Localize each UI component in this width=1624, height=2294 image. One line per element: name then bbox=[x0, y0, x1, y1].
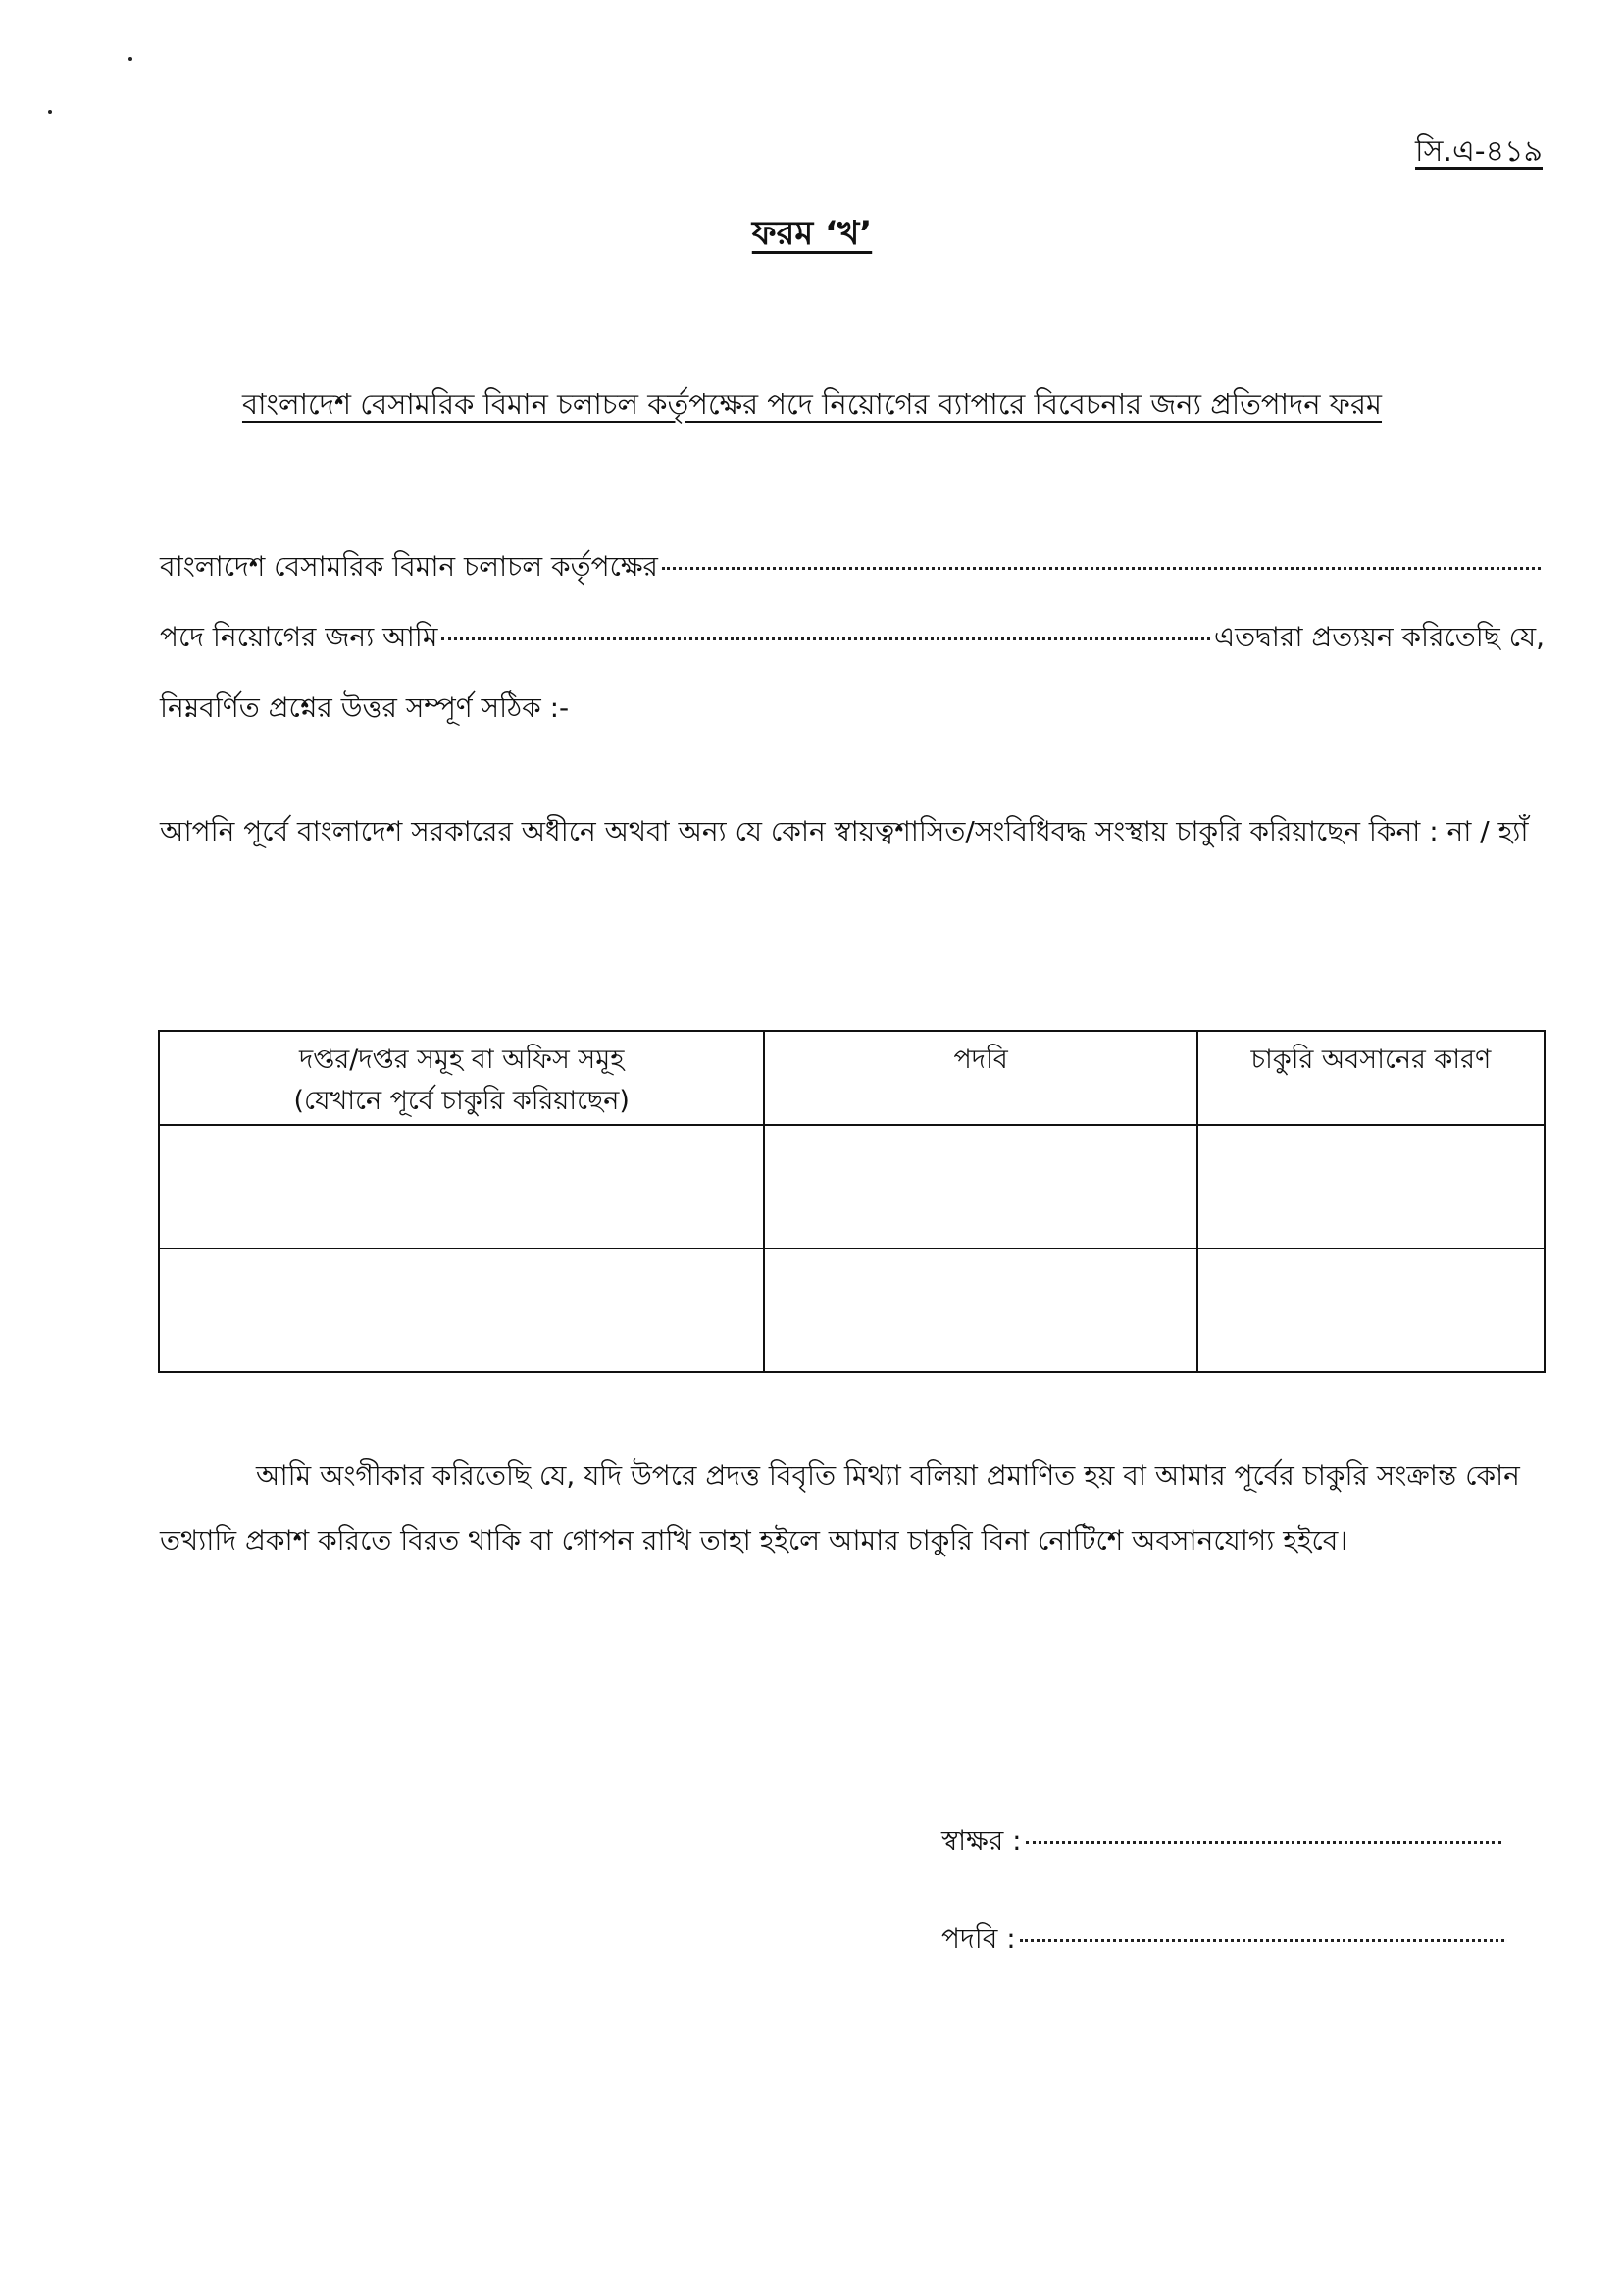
form-title bbox=[0, 208, 1624, 264]
table-header-row bbox=[159, 1031, 1545, 1125]
header-termination-reason bbox=[1197, 1031, 1545, 1125]
declaration-paragraph: আমি অংগীকার করিতেছি যে, যদি উপরে প্রদত্ত বিবৃতি মিথ্যা বলিয়া প্রমাণিত হয় বা আমার পূর্বের চাকুরি সংক্রান্ত কোন তথ্যাদি প্রকাশ করিতে বিরত থাকি বা গোপন রাখি তাহা হইলে আমার চাকুরি বিনা নোটিশে অবসানযোগ্য হইবে। bbox=[160, 1459, 1520, 1556]
intro-line-3-text: নিম্নবর্ণিত প্রশ্নের উত্তর সম্পূর্ণ সঠিক :- bbox=[160, 691, 570, 724]
office-cell[interactable] bbox=[159, 1249, 764, 1372]
designation-blank[interactable] bbox=[1020, 1939, 1504, 1942]
table-row bbox=[159, 1249, 1545, 1372]
designation-cell[interactable] bbox=[764, 1249, 1196, 1372]
termination-reason-cell[interactable] bbox=[1197, 1249, 1545, 1372]
form-code: সি.এ-৪১৯ bbox=[1415, 134, 1543, 169]
intro-line-3 bbox=[160, 687, 1545, 733]
applicant-name-blank[interactable] bbox=[441, 637, 1209, 640]
employment-question: আপনি পূর্বে বাংলাদেশ সরকারের অধীনে অথবা অন্য যে কোন স্বায়ত্বশাসিত/সংবিধিবদ্ধ সংস্থায় চাকুরি করিয়াছেন কিনা : না / হ্যাঁ bbox=[160, 815, 1529, 847]
table-row bbox=[159, 1125, 1545, 1249]
designation-cell[interactable] bbox=[764, 1125, 1196, 1249]
intro-line-1-text: বাংলাদেশ বেসামরিক বিমান চলাচল কর্তৃপক্ষের bbox=[160, 550, 658, 583]
intro-line-2-end: এতদ্বারা প্রত্যয়ন করিতেছি যে, bbox=[1213, 621, 1545, 653]
header-office-line1: দপ্তর/দপ্তর সমূহ বা অফিস সমূহ bbox=[299, 1045, 625, 1075]
signature-line bbox=[941, 1819, 1505, 1865]
designation-label: পদবি : bbox=[941, 1922, 1016, 1955]
header-office bbox=[159, 1031, 764, 1125]
form-title-text: ফরম ‘খ’ bbox=[751, 214, 873, 253]
header-termination-reason-text: চাকুরি অবসানের কারণ bbox=[1250, 1045, 1492, 1075]
scan-speck bbox=[128, 57, 132, 61]
scan-speck bbox=[48, 110, 52, 114]
header-designation bbox=[764, 1031, 1196, 1125]
form-subtitle-text: বাংলাদেশ বেসামরিক বিমান চলাচল কর্তৃপক্ষের পদে নিয়োগের ব্যাপারে বিবেচনার জন্য প্রতিপাদন ফরম bbox=[241, 387, 1383, 421]
office-cell[interactable] bbox=[159, 1125, 764, 1249]
post-name-blank[interactable] bbox=[662, 567, 1541, 570]
form-subtitle bbox=[157, 382, 1467, 431]
header-office-line2: (যেখানে পূর্বে চাকুরি করিয়াছেন) bbox=[293, 1086, 630, 1116]
employment-history-table bbox=[158, 1030, 1546, 1373]
intro-line-2-start: পদে নিয়োগের জন্য আমি bbox=[160, 621, 438, 653]
designation-line bbox=[941, 1917, 1508, 1963]
intro-line-2 bbox=[160, 616, 1545, 662]
signature-blank[interactable] bbox=[1026, 1841, 1501, 1844]
intro-line-1 bbox=[160, 545, 1545, 591]
termination-reason-cell[interactable] bbox=[1197, 1125, 1545, 1249]
header-designation-text: পদবি bbox=[953, 1045, 1008, 1075]
signature-label: স্বাক্ষর : bbox=[941, 1824, 1022, 1857]
